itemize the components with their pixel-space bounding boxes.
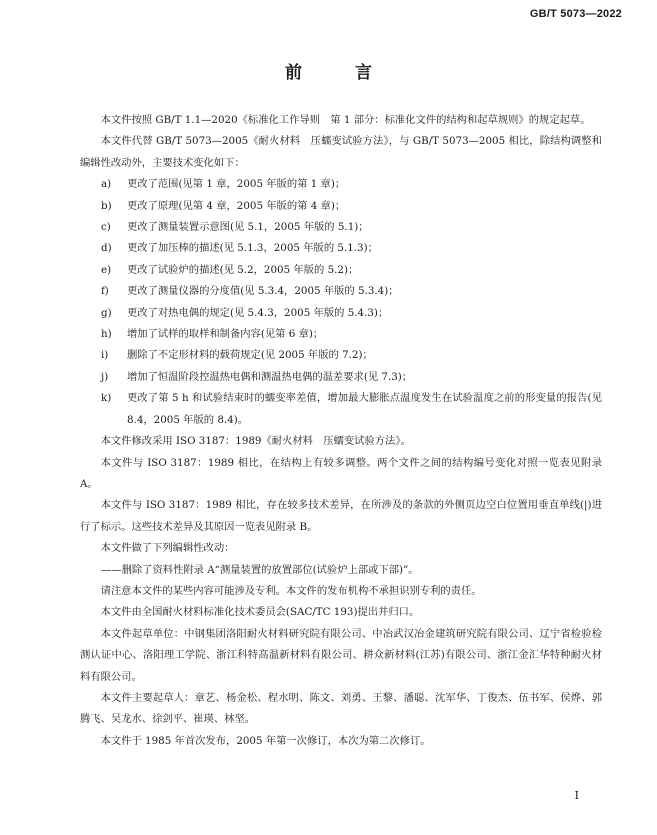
intro-paragraph: 本文件代替 GB/T 5073—2005《耐火材料 压蠕变试验方法》，与 GB/T 5073—2005 相比，除结构调整和编辑性改动外，主要技术变化如下： bbox=[80, 135, 602, 169]
list-item-label: i) bbox=[101, 349, 109, 362]
publication-history-paragraph: 本文件于 1985 年首次发布，2005 年第一次修订，本次为第二次修订。 bbox=[100, 734, 431, 747]
patent-notice: 请注意本文件的某些内容可能涉及专利。本文件的发布机构不承担识别专利的责任。 bbox=[100, 584, 482, 597]
list-item-label: a) bbox=[101, 178, 112, 191]
list-item-text: 更改了对热电偶的规定(见 5.4.3，2005 年版的 5.4.3)； bbox=[127, 306, 389, 319]
list-item bbox=[80, 260, 602, 281]
list-item bbox=[80, 324, 602, 345]
editorial-change-item: ——删除了资料性附录 A“测量装置的放置部位(试验炉上部或下部)”。 bbox=[101, 563, 419, 576]
list-item-label: h) bbox=[101, 328, 112, 341]
list-item-text: 更改了测量装置示意图(见 5.1，2005 年版的 5.1)； bbox=[127, 221, 369, 234]
list-item bbox=[80, 388, 602, 431]
list-item-text: 删除了不定形材料的载荷规定(见 2005 年版的 7.2)； bbox=[127, 349, 373, 362]
list-item-label: k) bbox=[101, 392, 112, 405]
list-item-label: d) bbox=[101, 242, 112, 255]
list-item bbox=[80, 217, 602, 238]
list-item-text: 更改了试验炉的描述(见 5.2，2005 年版的 5.2)； bbox=[127, 263, 359, 276]
editorial-changes-heading: 本文件做了下列编辑性改动： bbox=[100, 542, 235, 555]
list-item bbox=[80, 281, 602, 302]
list-item bbox=[80, 238, 602, 259]
list-item-text: 更改了加压棒的描述(见 5.1.3，2005 年版的 5.1.3)； bbox=[127, 242, 378, 255]
list-item-label: g) bbox=[101, 306, 112, 319]
drafting-units-paragraph: 本文件起草单位：中钢集团洛阳耐火材料研究院有限公司、中冶武汉冶金建筑研究院有限公司、辽宁省检验检测认证中心、洛阳理工学院、浙江科特高温新材料有限公司、耕众新材料(江苏)有限公司、浙江金汇华特种耐火材料有限公司。 bbox=[80, 627, 602, 683]
list-item-label: b) bbox=[101, 199, 112, 212]
standard-code-header: GB/T 5073—2022 bbox=[529, 8, 622, 20]
page-number: I bbox=[574, 789, 579, 802]
list-item bbox=[80, 367, 602, 388]
iso-adoption-paragraph: 本文件修改采用 ISO 3187：1989《耐火材料 压蠕变试验方法》。 bbox=[100, 435, 411, 448]
list-item bbox=[80, 196, 602, 217]
foreword-body bbox=[80, 110, 602, 752]
list-item-text: 更改了第 5 h 和试验结束时的蠕变率差值，增加最大膨胀点温度发生在试验温度之前的形变量的报告(见 8.4，2005 年版的 8.4)。 bbox=[127, 392, 602, 426]
list-item bbox=[80, 303, 602, 324]
list-item-label: f) bbox=[101, 285, 109, 298]
list-item-text: 更改了测量仪器的分度值(见 5.3.4，2005 年版的 5.3.4)； bbox=[127, 285, 399, 298]
list-item bbox=[80, 174, 602, 195]
list-item-text: 更改了范围(见第 1 章，2005 年版的第 1 章)； bbox=[127, 178, 346, 191]
technical-changes-list bbox=[80, 174, 602, 431]
structure-difference-paragraph: 本文件与 ISO 3187：1989 相比，在结构上有较多调整。两个文件之间的结构编号变化对照一览表见附录 A。 bbox=[80, 456, 602, 490]
intro-paragraph: 本文件按照 GB/T 1.1—2020《标准化工作导则 第 1 部分：标准化文件的结构和起草规则》的规定起草。 bbox=[100, 114, 591, 126]
list-item-label: j) bbox=[101, 370, 109, 383]
list-item-label: c) bbox=[101, 221, 111, 234]
proposer-paragraph: 本文件由全国耐火材料标准化技术委员会(SAC/TC 193)提出并归口。 bbox=[100, 606, 420, 619]
list-item bbox=[80, 345, 602, 366]
list-item-text: 更改了原理(见第 4 章，2005 年版的第 4 章)； bbox=[127, 199, 346, 212]
list-item-text: 增加了试样的取样和制备内容(见第 6 章)； bbox=[127, 328, 324, 341]
technical-difference-paragraph: 本文件与 ISO 3187：1989 相比，存在较多技术差异，在所涉及的条款的外侧页边空白位置用垂直单线(|)进行了标示。这些技术差异及其原因一览表见附录 B。 bbox=[80, 499, 602, 533]
drafters-paragraph: 本文件主要起草人：章艺、杨金松、程水明、陈文、刘勇、王黎、潘聪、沈军华、丁俊杰、伍书军、侯烨、郭腾飞、吴龙水、徐剑平、崔瑛、林坚。 bbox=[80, 691, 602, 726]
list-item-label: e) bbox=[101, 263, 112, 276]
list-item-text: 增加了恒温阶段控温热电偶和测温热电偶的温差要求(见 7.3)； bbox=[127, 370, 413, 383]
page-title: 前 言 bbox=[285, 63, 390, 83]
